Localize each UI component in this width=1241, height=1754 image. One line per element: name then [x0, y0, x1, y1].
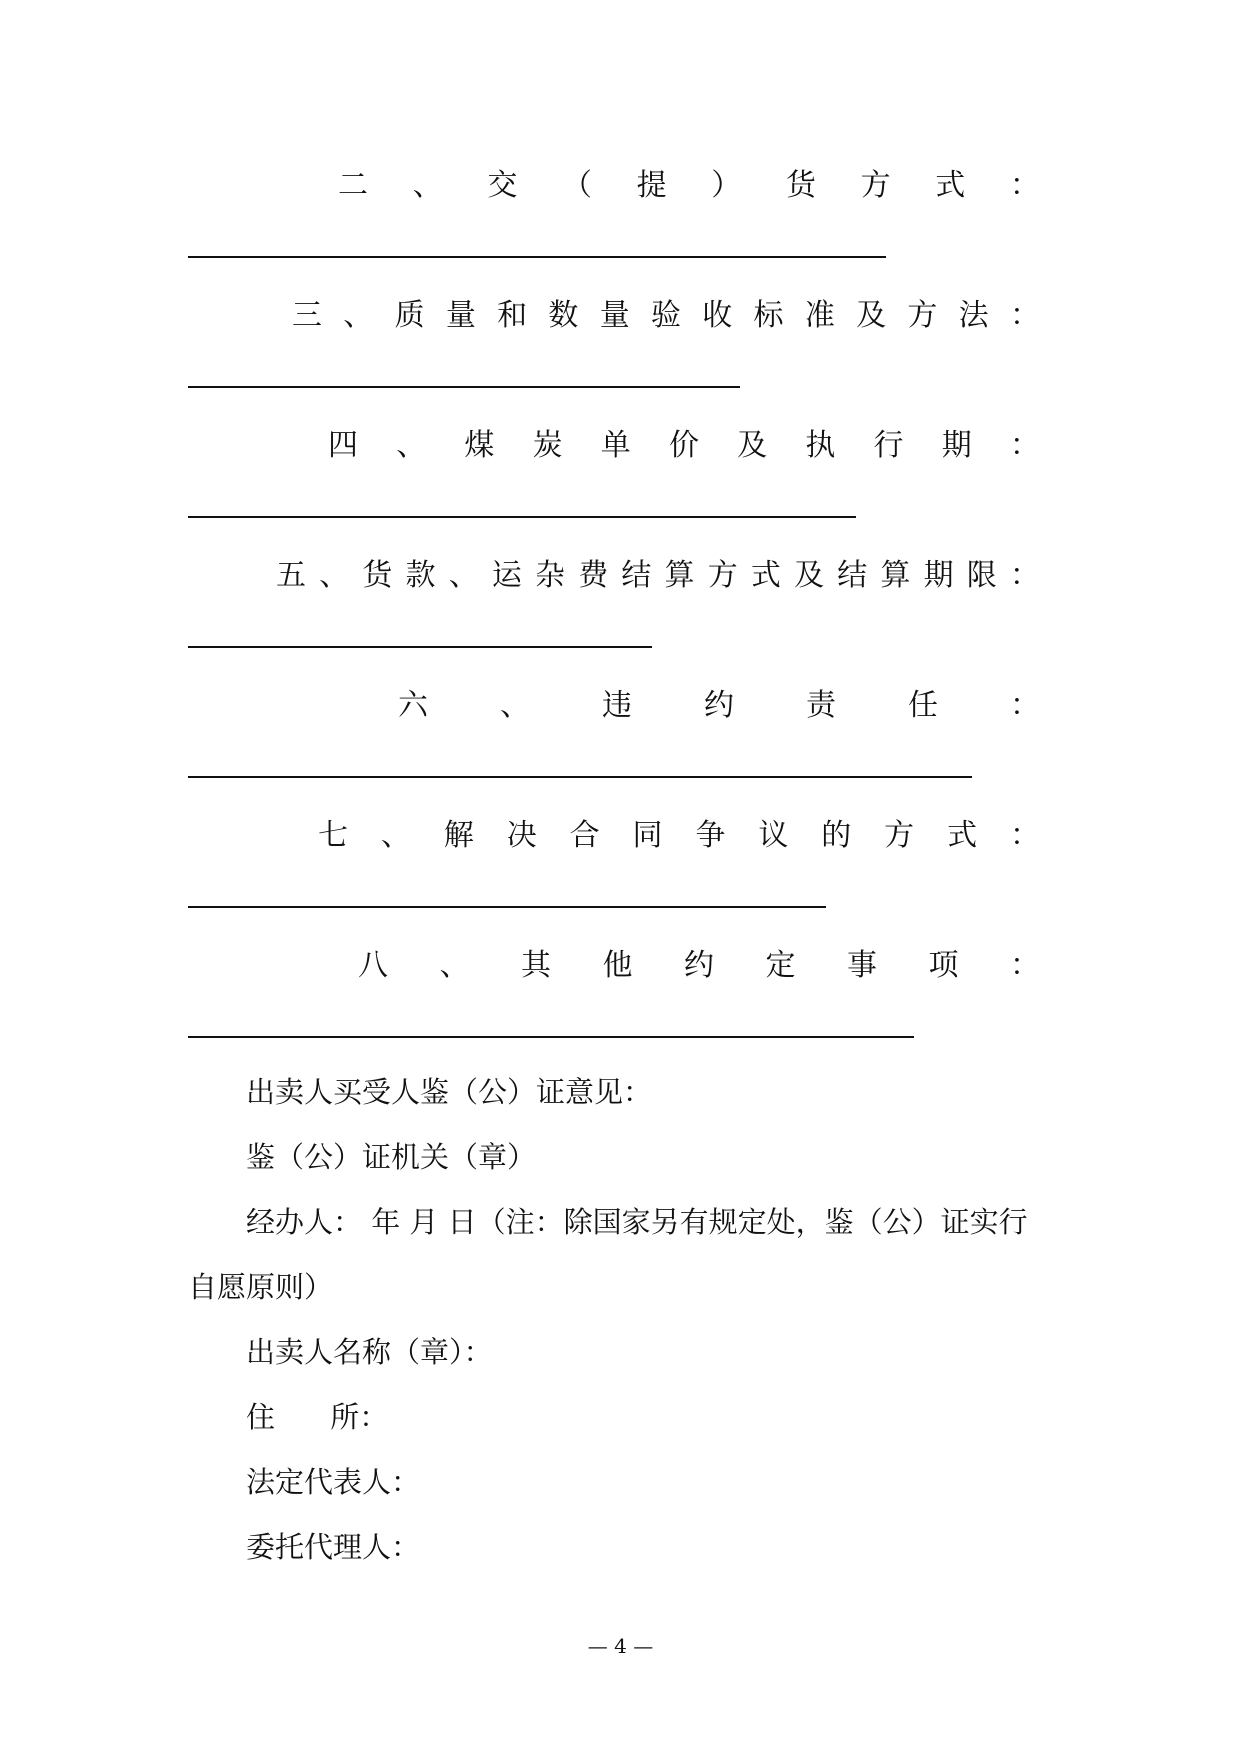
clause-4-unit-price: 四 、 煤 炭 单 价 及 执 行 期 ： — [328, 428, 1040, 463]
fill-in-line — [188, 386, 740, 388]
seller-name-label: 出卖人名称（章）： — [246, 1335, 493, 1369]
fill-in-line — [188, 516, 856, 518]
notarization-opinion-label: 出卖人买受人鉴（公）证意见： — [246, 1075, 653, 1109]
clause-7-dispute-resolution: 七 、 解 决 合 同 争 议 的 方 式 ： — [318, 818, 1040, 853]
fill-in-line — [188, 906, 826, 908]
handler-date-note: 经办人： 年 月 日（注：除国家另有规定处，鉴（公）证实行 — [246, 1205, 1028, 1239]
fill-in-line — [188, 1036, 914, 1038]
clause-8-other-matters: 八 、 其 他 约 定 事 项 ： — [358, 948, 1040, 983]
fill-in-line — [188, 256, 886, 258]
fill-in-line — [188, 646, 652, 648]
fill-in-line — [188, 776, 972, 778]
page-number: — 4 — — [587, 1634, 654, 1658]
handler-date-note-continued: 自愿原则） — [188, 1270, 334, 1304]
authorized-agent-label: 委托代理人： — [246, 1530, 421, 1564]
notarization-authority-label: 鉴（公）证机关（章） — [246, 1140, 537, 1174]
clause-6-liability: 六 、 违 约 责 任 ： — [398, 688, 1040, 723]
address-label: 住 所： — [246, 1400, 389, 1434]
clause-5-settlement: 五 、 货 款 、 运 杂 费 结 算 方 式 及 结 算 期 限 ： — [276, 558, 1040, 593]
clause-2-delivery-method: 二 、 交 （ 提 ） 货 方 式 ： — [338, 168, 1040, 203]
clause-3-quality-standard: 三 、 质 量 和 数 量 验 收 标 准 及 方 法 ： — [292, 298, 1040, 333]
legal-representative-label: 法定代表人： — [246, 1465, 421, 1499]
